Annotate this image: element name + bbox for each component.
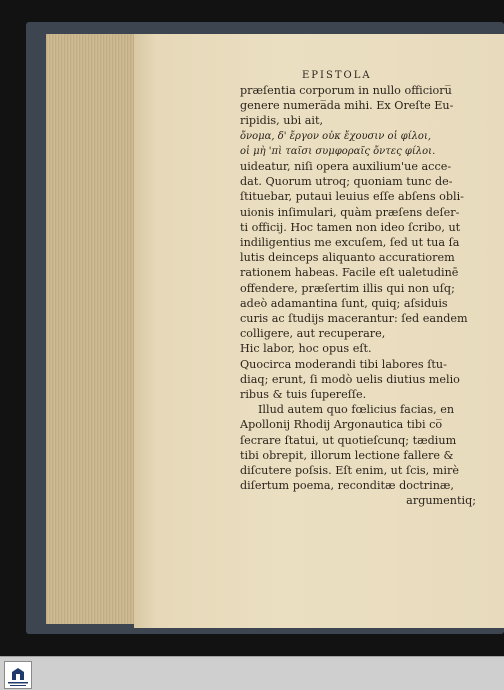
- text-line: ribus & tuis ſupereſſe.: [240, 388, 367, 402]
- viewer-footer: [0, 656, 504, 690]
- text-line: diſcutere poſsis. Eſt enim, ut ſcis, mirè: [240, 464, 459, 478]
- page-text: [240, 83, 502, 509]
- text-line: lutis deinceps aliquanto accuratiorem: [240, 251, 455, 265]
- text-line: ripidis, ubi ait,: [240, 114, 324, 128]
- text-line: genere numera̅da mihi. Ex Oreſte Eu-: [240, 99, 454, 113]
- text-line: uionis inſimulari, quàm præſens deſer-: [240, 205, 460, 219]
- text-line: curis ac ſtudijs macerantur: ſed eandem: [240, 312, 468, 326]
- text-line: tibi obrepit, illorum lectione fallere &: [240, 448, 454, 462]
- text-line: uideatur, niſi opera auxilium'ue acce-: [240, 160, 452, 174]
- text-line: indiligentius me excuſem, ſed ut tua ſa: [240, 236, 460, 250]
- text-line: Quocirca moderandi tibi labores ſtu-: [240, 357, 447, 371]
- text-line: rationem habeas. Facile eſt ualetudinē: [240, 266, 459, 280]
- page-edges: [46, 34, 138, 624]
- running-head: EPISTOLA: [302, 70, 372, 81]
- greek-line: ὄνομα, δ' ἔργον οὐκ ἔχουσιν οἱ φίλοι,: [240, 130, 432, 142]
- text-line: ti officij. Hoc tamen non ideo ſcribo, ut: [240, 220, 461, 234]
- greek-line: οἱ μὴ 'πὶ ταῖσι συμφοραῖς ὄντες φίλοι.: [240, 145, 436, 157]
- text-line: colligere, aut recuperare,: [240, 327, 386, 341]
- logo-icon: [5, 662, 31, 688]
- text-line: diaq; erunt, ſi modò uelis diutius melio: [240, 372, 460, 386]
- text-line: diſertum poema, reconditæ doctrinæ,: [240, 479, 454, 493]
- library-logo: [4, 661, 32, 689]
- paragraph-start-line: Illud autem quo fœlicius facias, en: [258, 403, 455, 417]
- verse-line: Hic labor, hoc opus eſt.: [240, 342, 372, 356]
- text-line: ſtituebar, putaui leuius eſſe abſens obli-: [240, 190, 464, 204]
- catchword: argumentiq;: [406, 494, 476, 508]
- text-line: offendere, præſertim illis qui non uſq;: [240, 281, 455, 295]
- text-line: ſecrare ſtatui, ut quotieſcunq; tædium: [240, 433, 457, 447]
- text-line: adeò adamantina ſunt, quiq; aſsiduis: [240, 296, 448, 310]
- text-line: dat. Quorum utroq; quoniam tunc de-: [240, 175, 453, 189]
- text-line: præſentia corporum in nullo officioru̅: [240, 84, 452, 97]
- text-line: Apollonij Rhodij Argonautica tibi co̅: [240, 418, 443, 432]
